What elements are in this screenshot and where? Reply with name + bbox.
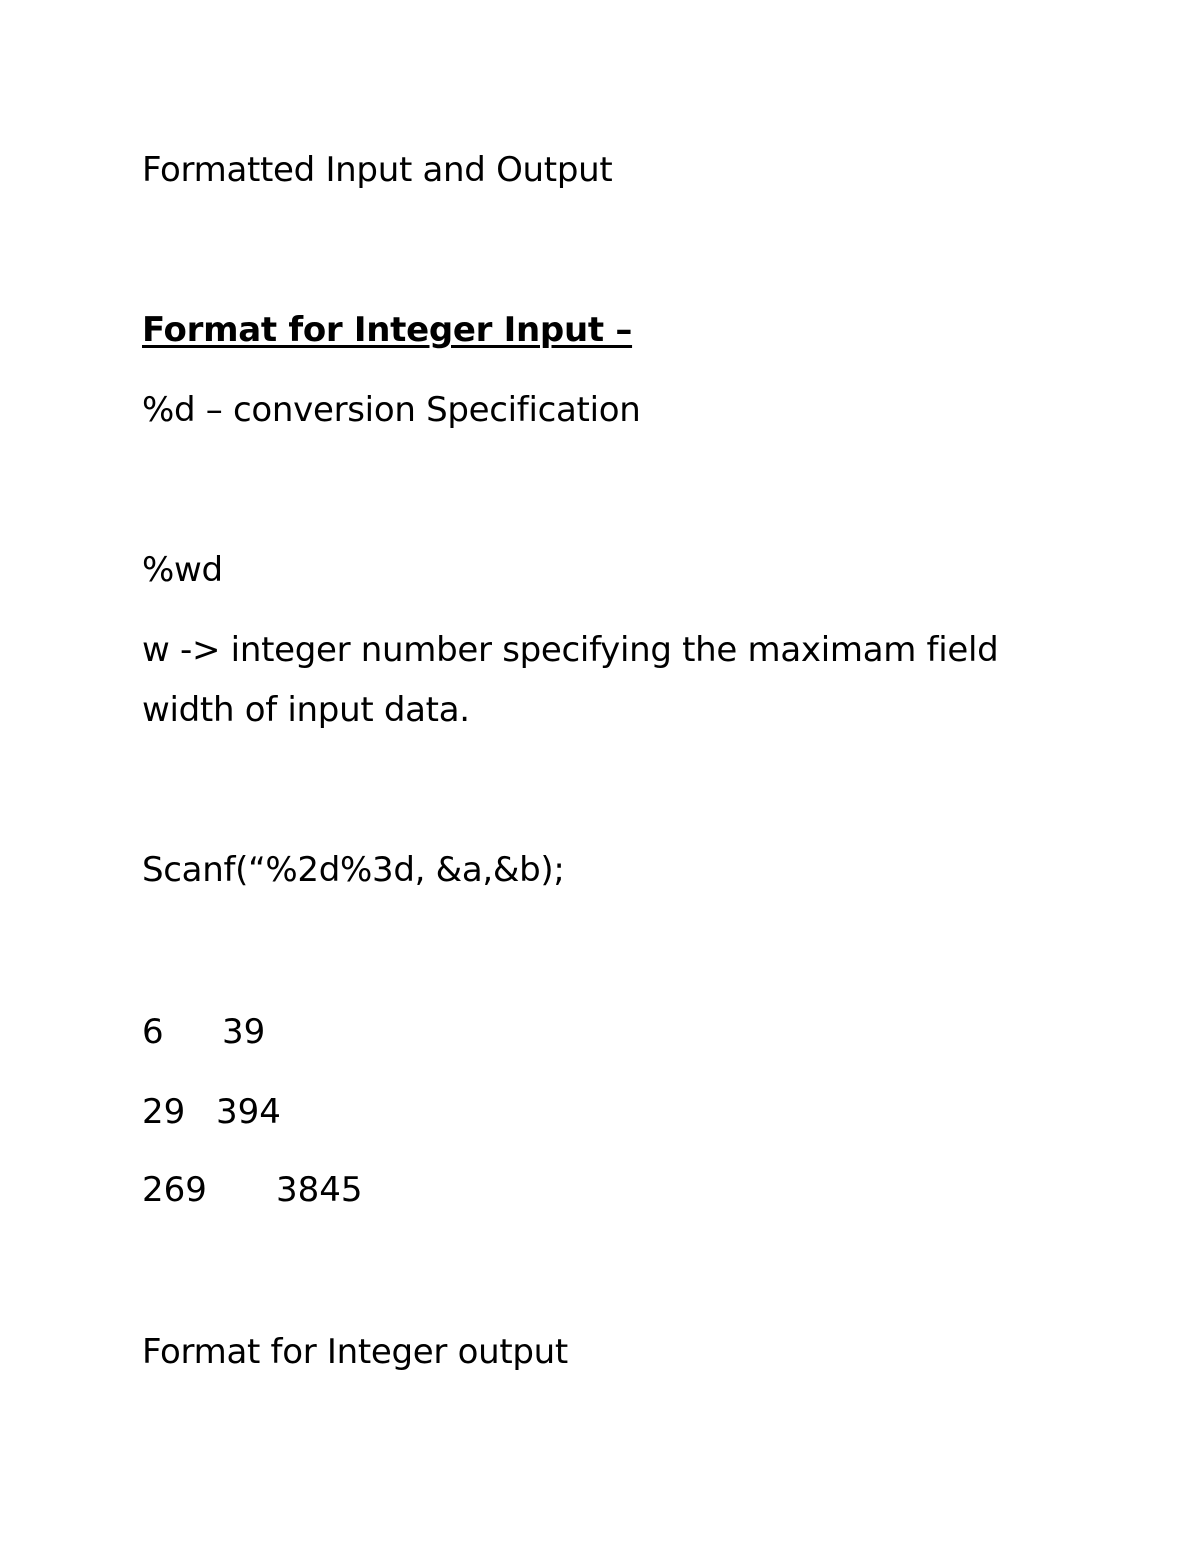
example-value-b: 394 [216,1092,281,1132]
example-value-b: 39 [222,1012,266,1052]
width-description-line-1: w -> integer number specifying the maximam field [142,630,999,670]
example-value-a: 29 [142,1092,186,1132]
width-description-line-2: width of input data. [142,690,470,730]
section-heading-integer-output: Format for Integer output [142,1332,568,1372]
example-value-a: 269 [142,1170,207,1210]
example-value-a: 6 [142,1012,164,1052]
section-heading-integer-input: Format for Integer Input – [142,310,633,350]
example-value-b: 3845 [276,1170,363,1210]
scanf-example: Scanf(“%2d%3d, &a,&b); [142,850,565,890]
conversion-spec-text: %d – conversion Specification [142,390,641,430]
width-spec-text: %wd [142,550,223,590]
document-title: Formatted Input and Output [142,150,613,190]
